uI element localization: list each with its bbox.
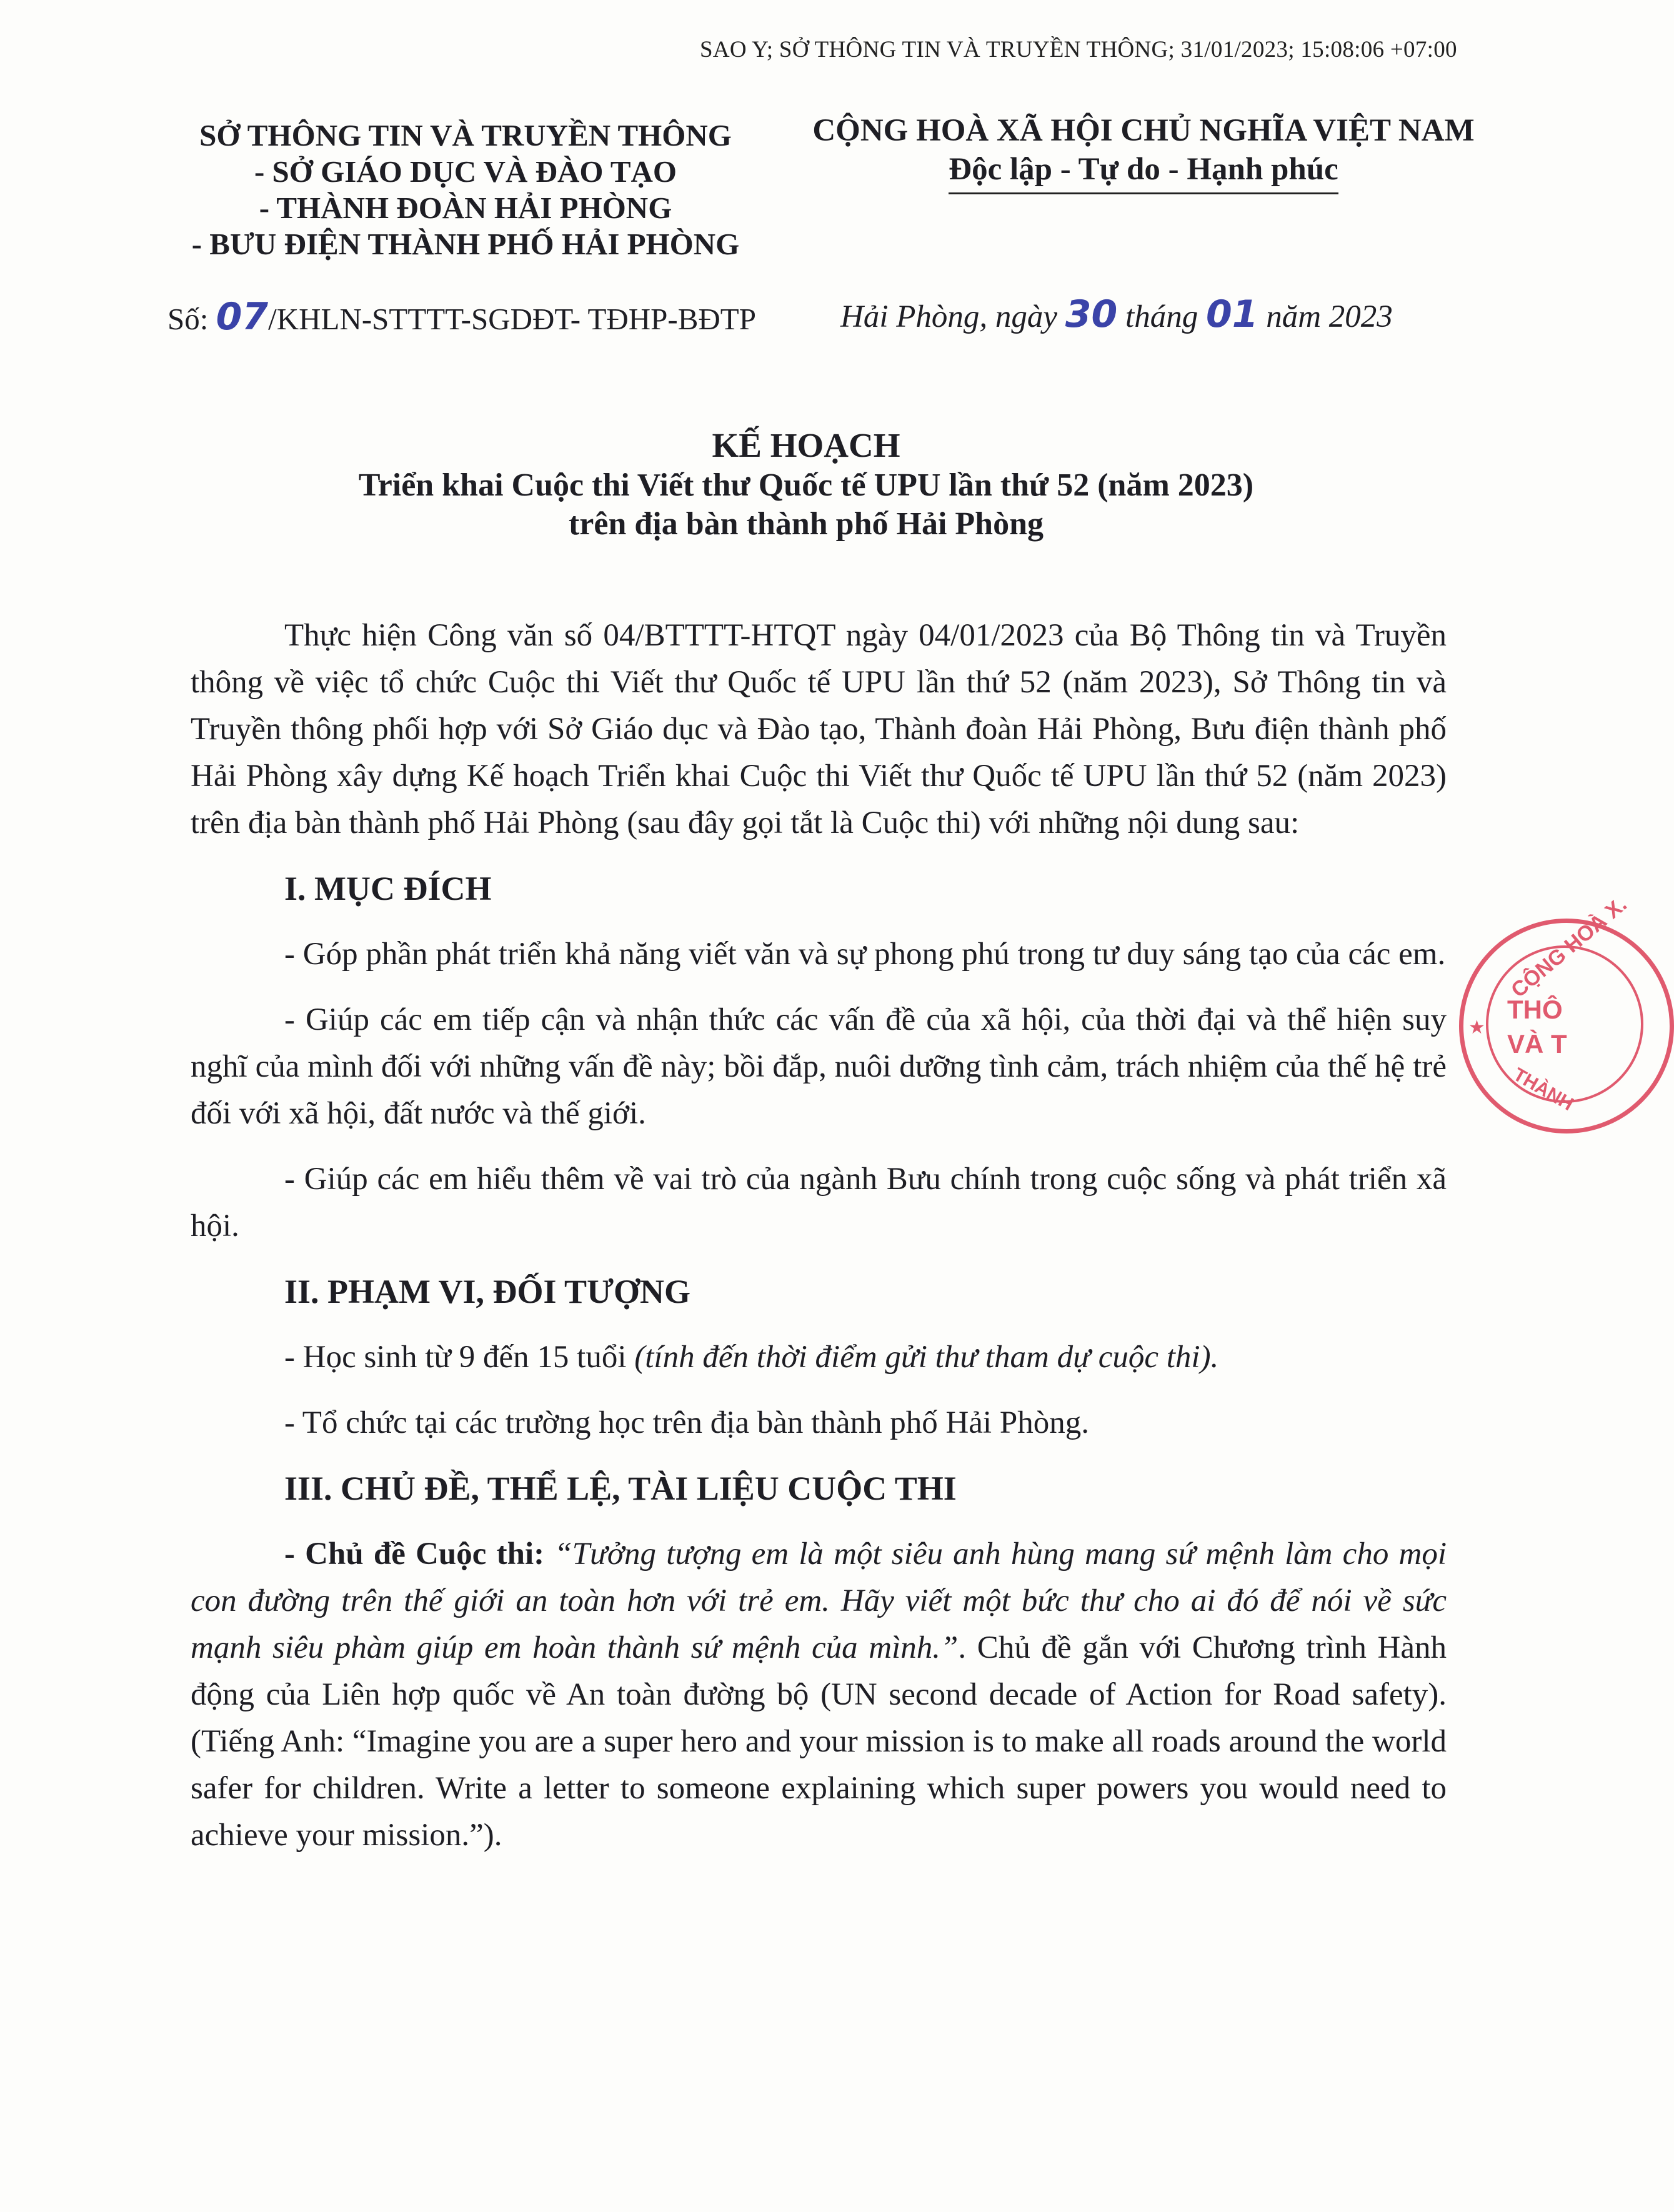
copy-stamp: SAO Y; SỞ THÔNG TIN VÀ TRUYỀN THÔNG; 31/01/2023; 15:08:06 +07:00 [700, 37, 1457, 62]
issuer-block [159, 117, 772, 262]
date-year: năm 2023 [1266, 299, 1393, 334]
scope-item-note: (tính đến thời điểm gửi thư tham dự cuộc thi). [634, 1340, 1219, 1375]
seal-text: THÔ [1507, 995, 1563, 1024]
topic-quote: “Tưởng tượng em là một siêu anh hùng mang sứ mệnh làm cho mọi con đường trên thế giới an toàn hơn với trẻ em. Hãy viết một bức thư cho ai đó để nói về sức mạnh siêu phàm giúp em hoàn thành sứ mệnh của mình.” [191, 1537, 1447, 1665]
scope-item [191, 1334, 1447, 1381]
nation-name: CỘNG HOÀ XÃ HỘI CHỦ NGHĨA VIỆT NAM [812, 113, 1475, 148]
doc-number-prefix: Số: [167, 302, 209, 336]
intro-paragraph: Thực hiện Công văn số 04/BTTTT-HTQT ngày 04/01/2023 của Bộ Thông tin và Truyền thông về việc tổ chức Cuộc thi Viết thư Quốc tế UPU lần thứ 52 (năm 2023), Sở Thông tin và Truyền thông phối hợp với Sở Giáo dục và Đào tạo, Thành đoàn Hải Phòng, Bưu điện thành phố Hải Phòng xây dựng Kế hoạch Triển khai Cuộc thi Viết thư Quốc tế UPU lần thứ 52 (năm 2023) trên địa bàn thành phố Hải Phòng (sau đây gọi tắt là Cuộc thi) với những nội dung sau: [191, 618, 1447, 840]
section-heading-topic: III. CHỦ ĐỀ, THỂ LỆ, TÀI LIỆU CUỘC THI [284, 1470, 957, 1507]
seal-arc-top: CỘNG HOÀ X. [1507, 892, 1632, 1003]
doc-number-suffix: /KHLN-STTTT-SGDĐT- TĐHP-BĐTP [268, 302, 756, 336]
topic-rest-english: ). (Tiếng Anh: “Imagine you are a super hero and your mission is to make all roads around the world safer for children. Write a letter to someone explaining which super powers you would need to achieve your mission.”). [191, 1677, 1447, 1853]
section-heading-scope: II. PHẠM VI, ĐỐI TƯỢNG [284, 1273, 691, 1310]
national-motto: Độc lập - Tự do - Hạnh phúc [949, 150, 1338, 194]
title-line-1: Triển khai Cuộc thi Viết thư Quốc tế UPU lần thứ 52 (năm 2023) [358, 467, 1254, 503]
date-month-label: tháng [1125, 299, 1198, 334]
topic-paragraph [191, 1531, 1447, 1859]
section-heading-purpose: I. MỤC ĐÍCH [284, 870, 492, 907]
scope-item-text: - Học sinh từ 9 đến 15 tuổi [284, 1340, 635, 1375]
purpose-item: - Giúp các em hiểu thêm về vai trò của ngành Bưu chính trong cuộc sống và phát triển xã hội. [191, 1162, 1447, 1243]
document-number [167, 295, 756, 339]
issuer-line: - THÀNH ĐOÀN HẢI PHÒNG [259, 191, 672, 225]
title-line-2: trên địa bàn thành phố Hải Phòng [568, 506, 1044, 542]
topic-rest: . Chủ đề gắn với Chương trình Hành động của Liên hợp quốc về An toàn đường bộ (UN second decade of Action for Road safety [191, 1630, 1447, 1712]
seal-arc-bottom: THÀNH [1510, 1064, 1577, 1115]
purpose-item: - Góp phần phát triển khả năng viết văn và sự phong phú trong tư duy sáng tạo của các em. [284, 937, 1446, 972]
issuer-line: - SỞ GIÁO DỤC VÀ ĐÀO TẠO [254, 154, 677, 189]
title-main: KẾ HOẠCH [712, 426, 900, 464]
document-title [162, 425, 1450, 544]
issuer-line: - BƯU ĐIỆN THÀNH PHỐ HẢI PHÒNG [191, 227, 740, 261]
seal-text: VÀ T [1507, 1029, 1567, 1059]
seal-star-icon: ★ [1468, 1017, 1485, 1038]
purpose-item: - Giúp các em tiếp cận và nhận thức các vấn đề của xã hội, của thời đại và thể hiện suy nghĩ của mình đối với những vấn đề này; bồi đắp, nuôi dưỡng tình cảm, trách nhiệm của thế hệ trẻ đối với xã hội, đất nước và thế giới. [191, 1002, 1447, 1131]
date-day: 30 [1065, 292, 1118, 336]
date-prefix: Hải Phòng, ngày [840, 299, 1058, 334]
document-date [840, 292, 1393, 336]
scope-item: - Tổ chức tại các trường học trên địa bàn thành phố Hải Phòng. [284, 1405, 1089, 1440]
official-seal [1459, 892, 1674, 1133]
issuer-line: SỞ THÔNG TIN VÀ TRUYỀN THÔNG [199, 118, 732, 152]
doc-number-handwritten: 07 [216, 295, 269, 339]
date-month: 01 [1205, 292, 1258, 336]
document-body [191, 612, 1447, 1878]
national-header [806, 111, 1481, 194]
topic-label: - Chủ đề Cuộc thi: [284, 1537, 545, 1572]
